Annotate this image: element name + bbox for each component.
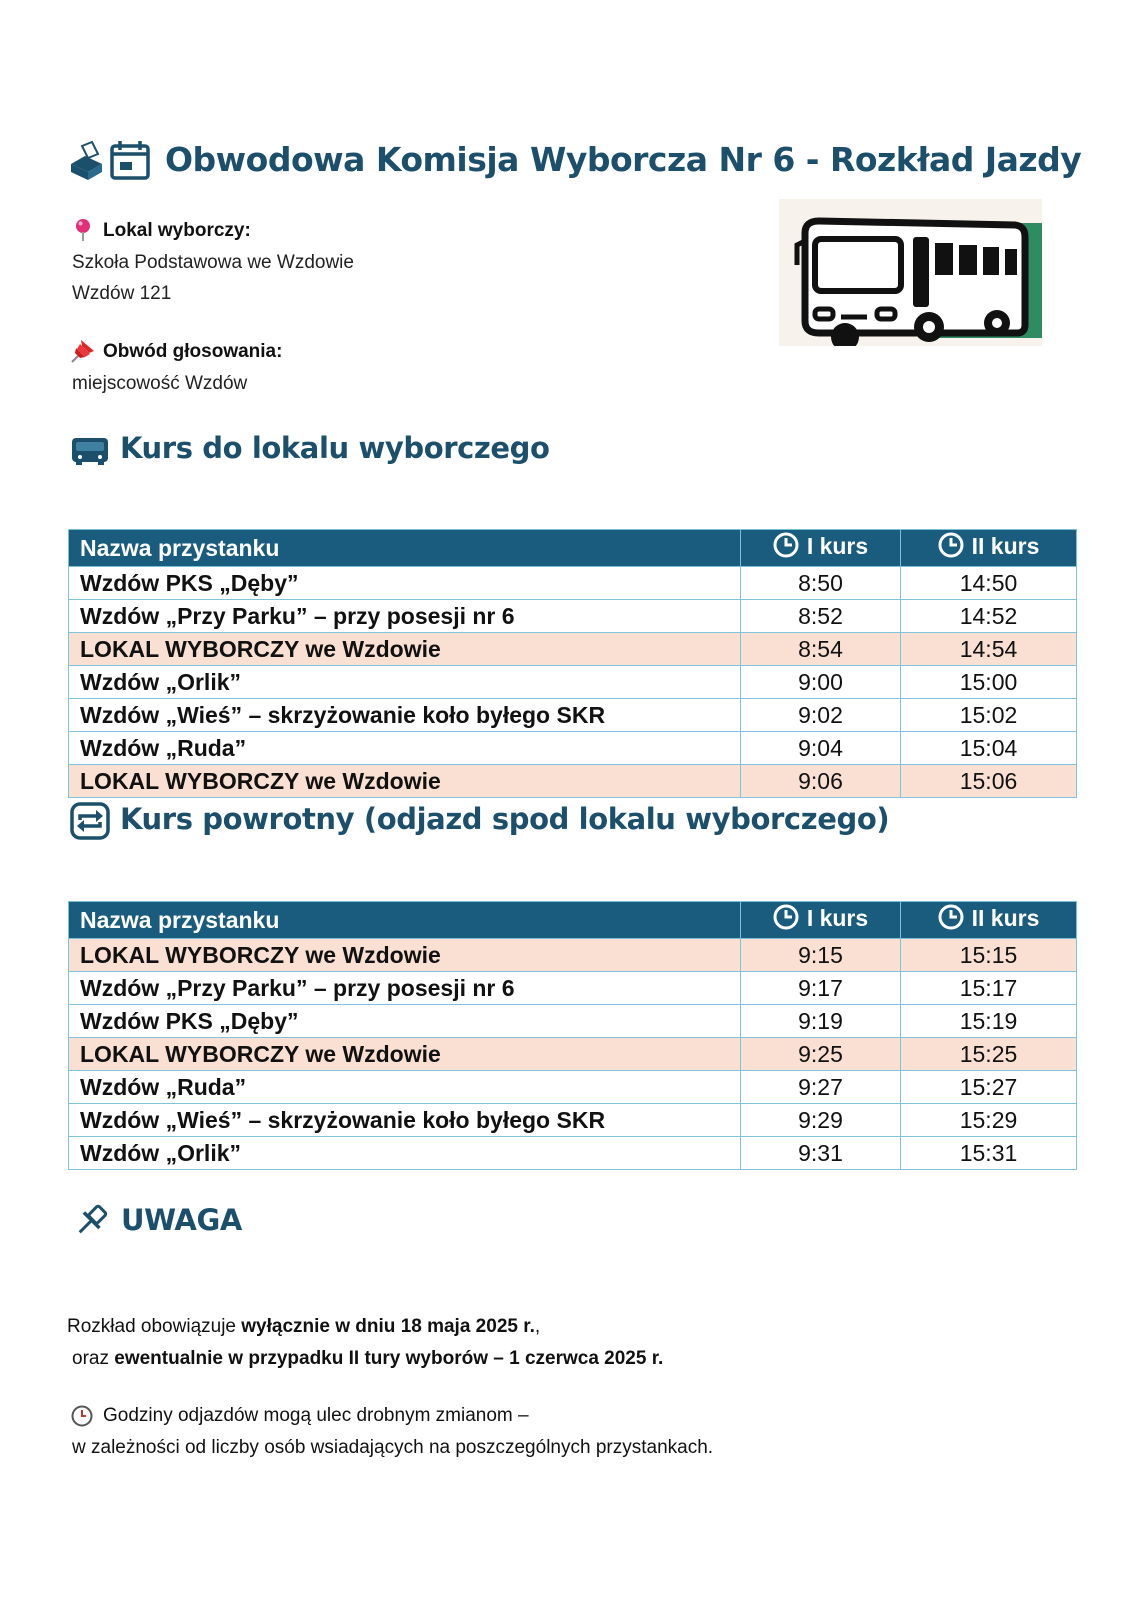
col-stop-name: Nazwa przystanku xyxy=(69,902,741,939)
second-run-time: 14:54 xyxy=(901,633,1077,666)
first-run-time: 9:27 xyxy=(741,1071,901,1104)
second-run-time: 15:19 xyxy=(901,1005,1077,1038)
col-first-run-label: I kurs xyxy=(806,905,869,932)
table-row xyxy=(69,732,1077,765)
title-icons xyxy=(68,138,154,187)
notice-line-4: w zależności od liczby osób wsiadających na poszczególnych przystankach. xyxy=(72,1437,714,1458)
pushpin-icon xyxy=(70,338,96,369)
first-run-time: 9:31 xyxy=(741,1137,901,1170)
return-heading: Kurs powrotny (odjazd spod lokalu wyborczego) xyxy=(120,802,890,836)
first-run-time: 9:00 xyxy=(741,666,901,699)
second-run-time: 15:00 xyxy=(901,666,1077,699)
first-run-time: 8:50 xyxy=(741,567,901,600)
table-row-highlight xyxy=(69,939,1077,972)
table-row xyxy=(69,1005,1077,1038)
table-row xyxy=(69,972,1077,1005)
first-run-time: 9:15 xyxy=(741,939,901,972)
table-row xyxy=(69,1071,1077,1104)
notice-line-1 xyxy=(67,1311,540,1343)
table-row xyxy=(69,666,1077,699)
stop-name: Wzdów PKS „Dęby” xyxy=(69,1005,741,1038)
clock-icon xyxy=(938,532,964,564)
pin-warning-icon xyxy=(72,1202,110,1245)
clock-icon xyxy=(773,532,799,564)
first-run-time: 9:02 xyxy=(741,699,901,732)
table-row-highlight xyxy=(69,765,1077,798)
notice-heading: UWAGA xyxy=(121,1203,242,1237)
first-run-time: 9:04 xyxy=(741,732,901,765)
stop-name: Wzdów „Ruda” xyxy=(69,1071,741,1104)
col-second-run-label: II kurs xyxy=(971,905,1040,932)
second-run-time: 15:31 xyxy=(901,1137,1077,1170)
table-row xyxy=(69,567,1077,600)
table-row-highlight xyxy=(69,633,1077,666)
stop-name: Wzdów „Orlik” xyxy=(69,1137,741,1170)
bus-front-icon xyxy=(70,436,110,471)
col-first-run xyxy=(741,902,901,939)
bus-icon xyxy=(779,199,1042,346)
stop-name: LOKAL WYBORCZY we Wzdowie xyxy=(69,633,741,666)
second-run-time: 15:17 xyxy=(901,972,1077,1005)
return-table xyxy=(68,901,1077,1170)
stop-name: LOKAL WYBORCZY we Wzdowie xyxy=(69,765,741,798)
outbound-heading: Kurs do lokalu wyborczego xyxy=(120,431,550,465)
first-run-time: 8:52 xyxy=(741,600,901,633)
second-run-time: 15:27 xyxy=(901,1071,1077,1104)
district-value: miejscowość Wzdów xyxy=(72,373,248,394)
col-stop-name: Nazwa przystanku xyxy=(69,530,741,567)
table-row xyxy=(69,699,1077,732)
first-run-time: 9:06 xyxy=(741,765,901,798)
page-title: Obwodowa Komisja Wyborcza Nr 6 - Rozkład Jazdy xyxy=(165,140,1082,179)
col-second-run xyxy=(901,902,1077,939)
stop-name: Wzdów „Przy Parku” – przy posesji nr 6 xyxy=(69,600,741,633)
location-name: Szkoła Podstawowa we Wzdowie xyxy=(72,252,354,273)
stop-name: Wzdów PKS „Dęby” xyxy=(69,567,741,600)
notice-line-2-pre: oraz xyxy=(72,1348,115,1369)
table-row-highlight xyxy=(69,1038,1077,1071)
second-run-time: 15:15 xyxy=(901,939,1077,972)
district-label: Obwód głosowania: xyxy=(103,341,283,362)
first-run-time: 9:19 xyxy=(741,1005,901,1038)
return-arrows-icon xyxy=(70,802,110,845)
ballot-box-icon xyxy=(68,138,154,182)
stop-name: Wzdów „Wieś” – skrzyżowanie koło byłego SKR xyxy=(69,1104,741,1137)
table-row xyxy=(69,1137,1077,1170)
second-run-time: 15:06 xyxy=(901,765,1077,798)
second-run-time: 15:02 xyxy=(901,699,1077,732)
stop-name: Wzdów „Wieś” – skrzyżowanie koło byłego SKR xyxy=(69,699,741,732)
notice-date-1: wyłącznie w dniu 18 maja 2025 r. xyxy=(241,1316,535,1337)
col-second-run-label: II kurs xyxy=(971,533,1040,560)
stop-name: LOKAL WYBORCZY we Wzdowie xyxy=(69,1038,741,1071)
table-row xyxy=(69,600,1077,633)
clock-icon xyxy=(938,904,964,936)
location-label: Lokal wyborczy: xyxy=(103,220,251,241)
location-address: Wzdów 121 xyxy=(72,283,172,304)
notice-date-2: ewentualnie w przypadku II tury wyborów – 1 czerwca 2025 r. xyxy=(114,1348,664,1369)
col-first-run-label: I kurs xyxy=(806,533,869,560)
first-run-time: 8:54 xyxy=(741,633,901,666)
notice-line-1-post: , xyxy=(534,1316,541,1337)
first-run-time: 9:29 xyxy=(741,1104,901,1137)
stop-name: Wzdów „Ruda” xyxy=(69,732,741,765)
table-header-row xyxy=(69,902,1077,939)
second-run-time: 14:50 xyxy=(901,567,1077,600)
second-run-time: 15:04 xyxy=(901,732,1077,765)
table-header-row xyxy=(69,530,1077,567)
col-second-run xyxy=(901,530,1077,567)
outbound-table xyxy=(68,529,1077,798)
second-run-time: 15:25 xyxy=(901,1038,1077,1071)
notice-line-1-pre: Rozkład obowiązuje xyxy=(67,1316,242,1337)
notice-line-2 xyxy=(72,1343,663,1375)
pin-icon xyxy=(74,218,92,247)
clock-icon xyxy=(773,904,799,936)
notice-line-3: Godziny odjazdów mogą ulec drobnym zmianom – xyxy=(103,1405,529,1426)
clock-icon xyxy=(71,1405,93,1432)
stop-name: Wzdów „Przy Parku” – przy posesji nr 6 xyxy=(69,972,741,1005)
col-first-run xyxy=(741,530,901,567)
stop-name: Wzdów „Orlik” xyxy=(69,666,741,699)
first-run-time: 9:25 xyxy=(741,1038,901,1071)
bus-illustration xyxy=(779,199,1042,346)
second-run-time: 14:52 xyxy=(901,600,1077,633)
second-run-time: 15:29 xyxy=(901,1104,1077,1137)
table-row xyxy=(69,1104,1077,1137)
first-run-time: 9:17 xyxy=(741,972,901,1005)
stop-name: LOKAL WYBORCZY we Wzdowie xyxy=(69,939,741,972)
